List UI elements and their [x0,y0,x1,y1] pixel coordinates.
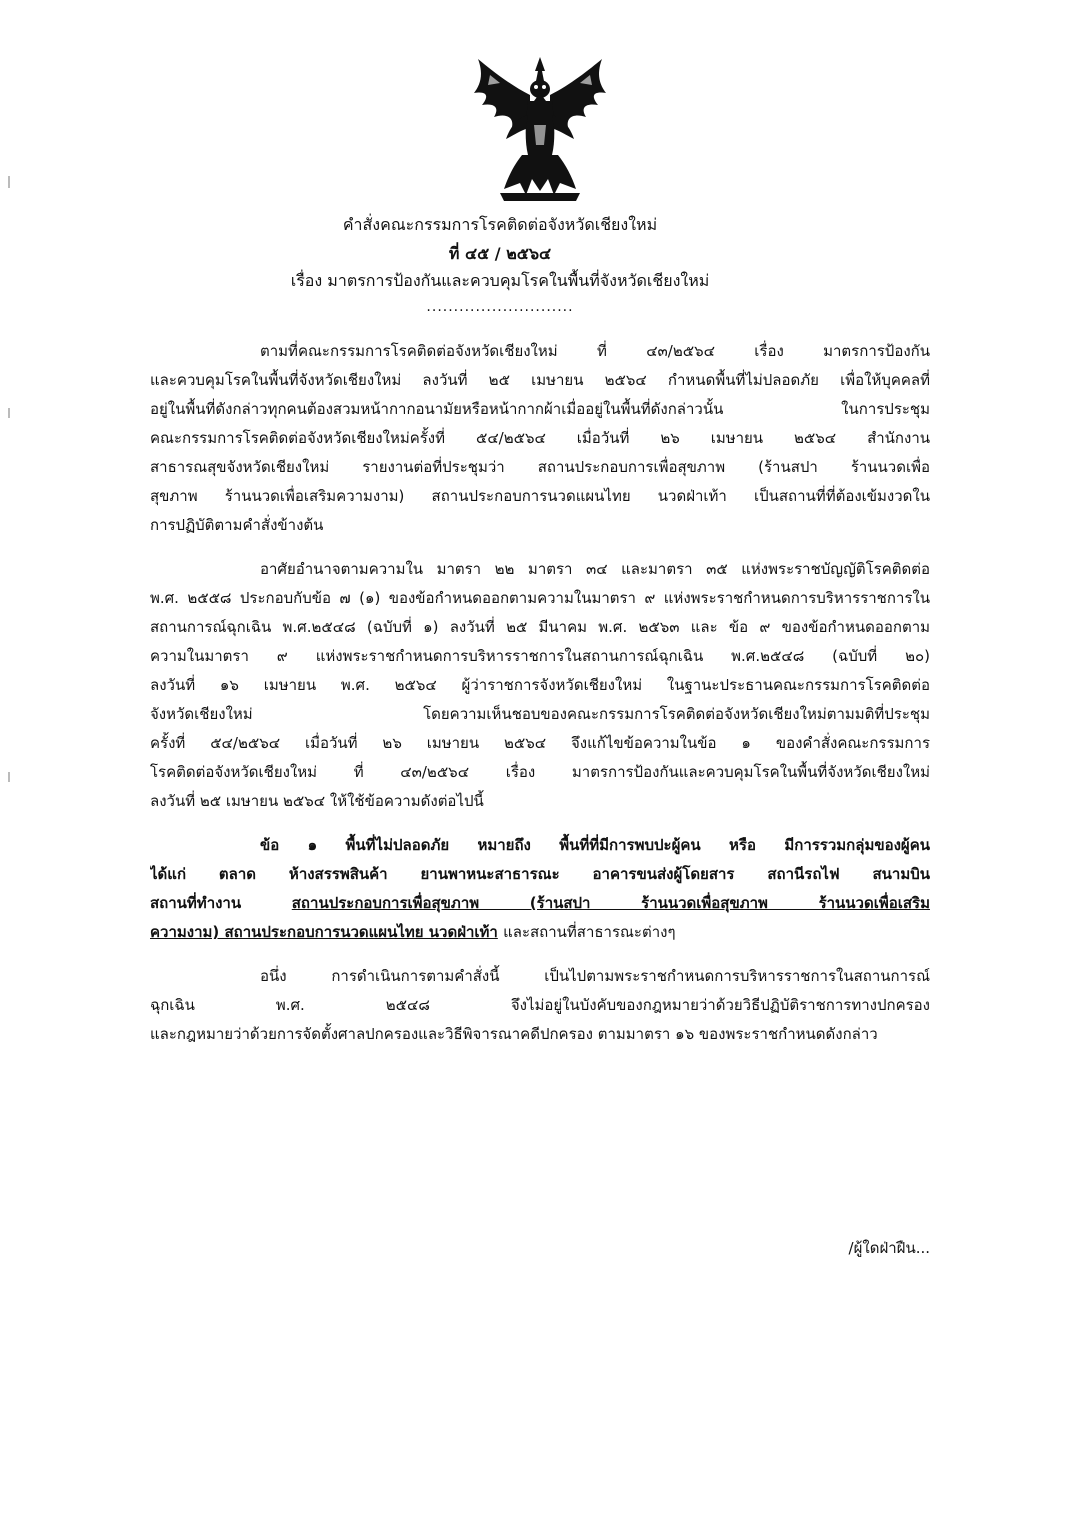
text-line: คณะกรรมการโรคติดต่อจังหวัดเชียงใหม่ครั้งที่ ๕๔/๒๕๖๔ เมื่อวันที่ ๒๖ เมษายน ๒๕๖๔ สำนักงาน [150,429,930,447]
text-line: การปฏิบัติตามคำสั่งข้างต้น [150,516,324,534]
clause-text-plain: สถานที่ทำงาน [150,894,242,912]
scan-edge-mark [8,772,10,782]
order-body [150,337,930,1064]
text-line: ครั้งที่ ๕๔/๒๕๖๔ เมื่อวันที่ ๒๖ เมษายน ๒๕๖๔ จึงแก้ไขข้อความในข้อ ๑ ของคำสั่งคณะกรรมการ [150,734,930,752]
order-subject: เรื่อง มาตรการป้องกันและควบคุมโรคในพื้นที่จังหวัดเชียงใหม่ [290,271,710,290]
scan-edge-mark [8,176,10,188]
text-line [150,918,930,947]
clause-1 [150,831,930,947]
garuda-emblem-icon [470,55,610,203]
text-line: อาศัยอำนาจตามความใน มาตรา ๒๒ มาตรา ๓๔ และมาตรา ๓๕ แห่งพระราชบัญญัติโรคติดต่อ [260,560,930,578]
text-line: อนึ่ง การดำเนินการตามคำสั่งนี้ เป็นไปตามพระราชกำหนดการบริหารราชการในสถานการณ์ [260,967,930,985]
text-line: ลงวันที่ ๑๖ เมษายน พ.ศ. ๒๕๖๔ ผู้ว่าราชการจังหวัดเชียงใหม่ ในฐานะประธานคณะกรรมการโรคติดต่อ [150,676,930,694]
paragraph-authority [150,555,930,816]
clause-text-underlined: ความงาม) สถานประกอบการนวดแผนไทย นวดฝ่าเท้า [150,923,498,941]
paragraph-background [150,337,930,540]
order-title: คำสั่งคณะกรรมการโรคติดต่อจังหวัดเชียงใหม่ [342,215,658,234]
text-line: อยู่ในพื้นที่ดังกล่าวทุกคนต้องสวมหน้ากากอนามัยหรือหน้ากากผ้าเมื่ออยู่ในพื้นที่ดังกล่าวนั้น ในการประชุม [150,400,930,418]
text-line: สาธารณสุขจังหวัดเชียงใหม่ รายงานต่อที่ประชุมว่า สถานประกอบการเพื่อสุขภาพ (ร้านสปา ร้านนวดเพื่อ [150,458,930,476]
text-line: จังหวัดเชียงใหม่ โดยความเห็นชอบของคณะกรรมการโรคติดต่อจังหวัดเชียงใหม่ตามมติที่ประชุม [150,705,930,723]
text-line: และกฎหมายว่าด้วยการจัดตั้งศาลปกครองและวิธีพิจารณาคดีปกครอง ตามมาตรา ๑๖ ของพระราชกำหนดดังกล่าว [150,1025,878,1043]
clause-text-plain: และสถานที่สาธารณะต่างๆ [503,923,676,941]
text-line: ข้อ ๑ พื้นที่ไม่ปลอดภัย หมายถึง พื้นที่ที่มีการพบปะผู้คน หรือ มีการรวมกลุ่มของผู้คน [260,836,930,854]
clause-text-underlined: สถานประกอบการเพื่อสุขภาพ (ร้านสปา ร้านนวดเพื่อสุขภาพ ร้านนวดเพื่อเสริม [291,894,930,912]
text-line: ความในมาตรา ๙ แห่งพระราชกำหนดการบริหารราชการในสถานการณ์ฉุกเฉิน พ.ศ.๒๕๔๘ (ฉบับที่ ๒๐) [150,647,930,665]
text-line: ฉุกเฉิน พ.ศ. ๒๕๔๘ จึงไม่อยู่ในบังคับของกฎหมายว่าด้วยวิธีปฏิบัติราชการทางปกครอง [150,996,930,1014]
scan-edge-mark [8,408,10,418]
text-line: สุขภาพ ร้านนวดเพื่อเสริมความงาม) สถานประกอบการนวดแผนไทย นวดฝ่าเท้า เป็นสถานที่ที่ต้องเข้มงวดใน [150,487,930,505]
text-line: สถานการณ์ฉุกเฉิน พ.ศ.๒๕๔๘ (ฉบับที่ ๑) ลงวันที่ ๒๕ มีนาคม พ.ศ. ๒๕๖๓ และ ข้อ ๙ ของข้อกำหนดออกตาม [150,618,930,636]
text-line: ลงวันที่ ๒๕ เมษายน ๒๕๖๔ ให้ใช้ข้อความดังต่อไปนี้ [150,792,484,810]
text-line: ตามที่คณะกรรมการโรคติดต่อจังหวัดเชียงใหม่ ที่ ๔๓/๒๕๖๔ เรื่อง มาตรการป้องกัน [260,342,930,360]
paragraph-legal-note [150,962,930,1049]
header-separator: ........................... [426,299,574,315]
text-line: และควบคุมโรคในพื้นที่จังหวัดเชียงใหม่ ลงวันที่ ๒๕ เมษายน ๒๕๖๔ กำหนดพื้นที่ไม่ปลอดภัย เพื่อให้บุคคลที่ [150,371,930,389]
order-number: ที่ ๔๕ / ๒๕๖๔ [448,244,552,263]
text-line: พ.ศ. ๒๕๕๘ ประกอบกับข้อ ๗ (๑) ของข้อกำหนดออกตามความในมาตรา ๙ แห่งพระราชกำหนดการบริหารราชการใน [150,589,930,607]
text-line: โรคติดต่อจังหวัดเชียงใหม่ ที่ ๔๓/๒๕๖๔ เรื่อง มาตรการป้องกันและควบคุมโรคในพื้นที่จังหวัดเชียงใหม่ [150,763,930,781]
text-line: ได้แก่ ตลาด ห้างสรรพสินค้า ยานพาหนะสาธารณะ อาคารขนส่งผู้โดยสาร สถานีรถไฟ สนามบิน [150,865,930,883]
continuation-note: /ผู้ใดฝ่าฝืน... [848,1239,930,1257]
text-line [150,889,930,918]
